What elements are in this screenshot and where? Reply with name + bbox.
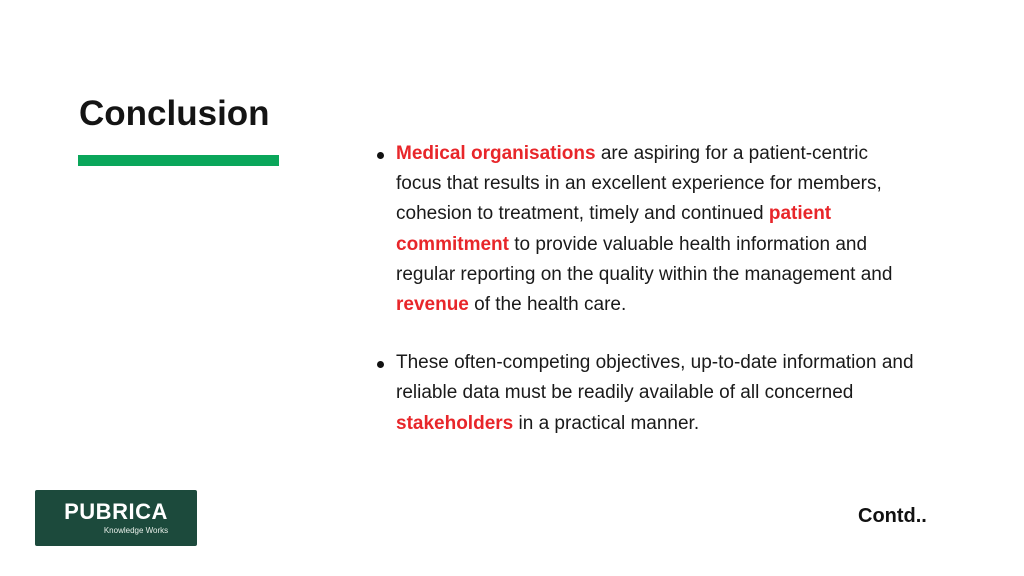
continued-label: Contd.. bbox=[858, 505, 927, 527]
pubrica-logo bbox=[35, 490, 197, 546]
bullet-list bbox=[374, 139, 914, 439]
bullet-item bbox=[374, 348, 914, 439]
logo-wordmark: PUBRICA bbox=[64, 499, 168, 524]
bullet-dot-icon bbox=[377, 361, 384, 368]
bullet-text: are aspiring for a patient-centric focus that results in an excellent experience for members, cohesion to treatment, timely and continued bbox=[396, 143, 882, 225]
title-accent-bar bbox=[78, 155, 279, 166]
highlighted-term: stakeholders bbox=[396, 412, 514, 434]
bullet-item bbox=[374, 139, 914, 320]
highlighted-term: Medical organisations bbox=[396, 143, 596, 164]
bullet-text: in a practical manner. bbox=[513, 412, 700, 434]
highlighted-term: patient commitment bbox=[396, 203, 832, 255]
bullet-text: of the health care. bbox=[468, 294, 627, 316]
bullet-text: to provide valuable health information and regular reporting on the quality within the management and bbox=[396, 233, 893, 285]
logo-tagline: Knowledge Works bbox=[103, 526, 169, 535]
bullet-dot-icon bbox=[377, 152, 384, 159]
highlighted-term: revenue bbox=[396, 294, 469, 316]
bullet-text: These often-competing objectives, up-to-date information and reliable data must be readily available of all concerned bbox=[396, 352, 914, 404]
slide-title: Conclusion bbox=[79, 94, 270, 133]
